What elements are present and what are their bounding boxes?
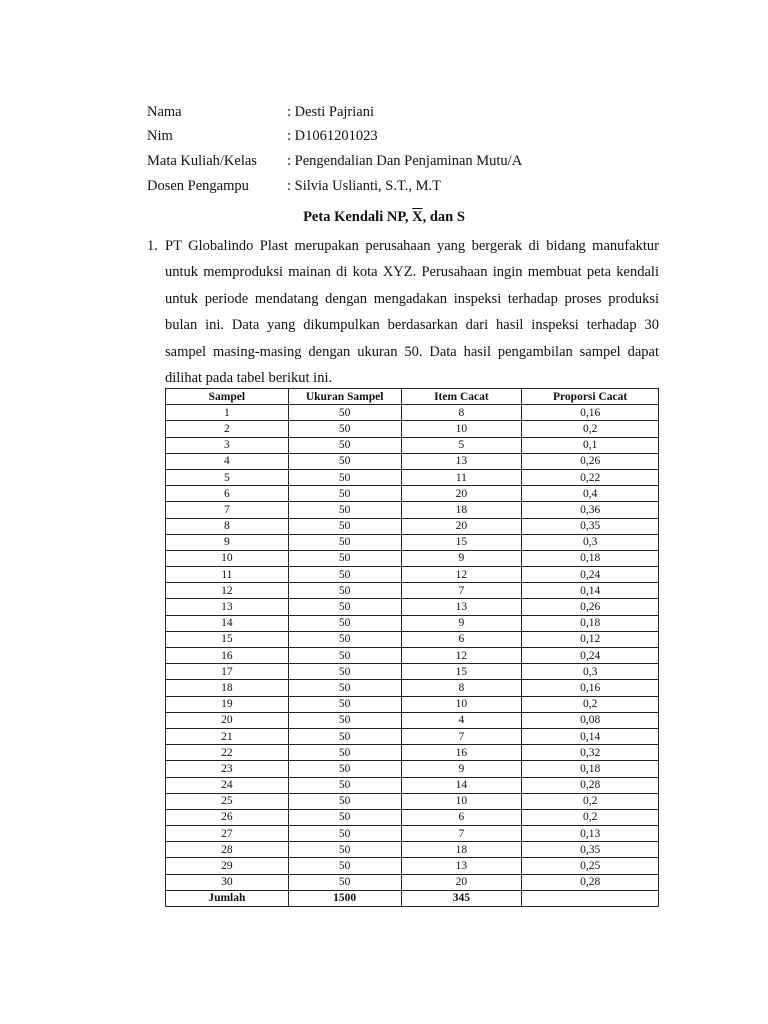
cell-proporsi-cacat: 0,22 (522, 469, 659, 485)
cell-proporsi-cacat: 0,18 (522, 615, 659, 631)
header-ukuran-sampel: Ukuran Sampel (288, 389, 401, 405)
table-row (166, 421, 659, 437)
cell-ukuran-sampel: 50 (288, 745, 401, 761)
cell-item-cacat: 11 (401, 469, 522, 485)
cell-ukuran-sampel: 50 (288, 469, 401, 485)
cell-item-cacat: 20 (401, 874, 522, 890)
cell-item-cacat: 4 (401, 712, 522, 728)
table-row (166, 583, 659, 599)
cell-proporsi-cacat: 0,08 (522, 712, 659, 728)
cell-item-cacat: 18 (401, 842, 522, 858)
cell-ukuran-sampel: 50 (288, 583, 401, 599)
cell-ukuran-sampel: 50 (288, 567, 401, 583)
cell-ukuran-sampel: 50 (288, 664, 401, 680)
cell-item-cacat: 10 (401, 696, 522, 712)
cell-sampel: 12 (166, 583, 289, 599)
cell-item-cacat: 7 (401, 728, 522, 744)
cell-ukuran-sampel: 50 (288, 777, 401, 793)
cell-item-cacat: 15 (401, 664, 522, 680)
header-proporsi-cacat: Proporsi Cacat (522, 389, 659, 405)
cell-ukuran-sampel: 50 (288, 631, 401, 647)
cell-ukuran-sampel: 50 (288, 761, 401, 777)
cell-item-cacat: 20 (401, 518, 522, 534)
cell-item-cacat: 6 (401, 809, 522, 825)
cell-sampel: 9 (166, 534, 289, 550)
cell-sampel: 21 (166, 728, 289, 744)
table-row (166, 809, 659, 825)
cell-item-cacat: 10 (401, 421, 522, 437)
cell-item-cacat: 9 (401, 615, 522, 631)
question-number: 1. (147, 238, 158, 254)
cell-ukuran-sampel: 50 (288, 486, 401, 502)
cell-item-cacat: 12 (401, 567, 522, 583)
cell-proporsi-cacat: 0,18 (522, 761, 659, 777)
cell-proporsi-cacat: 0,12 (522, 631, 659, 647)
header-item-cacat: Item Cacat (401, 389, 522, 405)
cell-proporsi-cacat: 0,25 (522, 858, 659, 874)
table-row (166, 761, 659, 777)
cell-proporsi-cacat: 0,24 (522, 648, 659, 664)
table-row (166, 453, 659, 469)
cell-sampel: 15 (166, 631, 289, 647)
info-label: Dosen Pengampu (147, 177, 249, 194)
cell-proporsi-cacat: 0,26 (522, 453, 659, 469)
cell-sampel: 26 (166, 809, 289, 825)
table-row (166, 502, 659, 518)
cell-sampel: 18 (166, 680, 289, 696)
table-row (166, 777, 659, 793)
cell-proporsi-cacat: 0,2 (522, 421, 659, 437)
cell-ukuran-sampel: 50 (288, 550, 401, 566)
cell-proporsi-cacat: 0,1 (522, 437, 659, 453)
cell-ukuran-sampel: 50 (288, 599, 401, 615)
cell-proporsi-cacat: 0,16 (522, 405, 659, 421)
cell-item-cacat: 8 (401, 405, 522, 421)
info-row-nim (147, 125, 667, 150)
cell-sampel: 6 (166, 486, 289, 502)
table-row (166, 405, 659, 421)
cell-proporsi-cacat: 0,13 (522, 826, 659, 842)
cell-proporsi-cacat: 0,24 (522, 567, 659, 583)
cell-sampel: 30 (166, 874, 289, 890)
cell-ukuran-sampel: 50 (288, 696, 401, 712)
cell-ukuran-sampel: 50 (288, 534, 401, 550)
cell-ukuran-sampel: 50 (288, 421, 401, 437)
info-value: : Pengendalian Dan Penjaminan Mutu/A (287, 152, 523, 169)
table-row (166, 648, 659, 664)
table-row (166, 874, 659, 890)
table-row (166, 793, 659, 809)
table-row (166, 680, 659, 696)
cell-proporsi-cacat: 0,2 (522, 809, 659, 825)
cell-ukuran-sampel: 50 (288, 826, 401, 842)
cell-sampel: 23 (166, 761, 289, 777)
table-row (166, 469, 659, 485)
cell-item-cacat: 13 (401, 599, 522, 615)
cell-sampel: 4 (166, 453, 289, 469)
cell-item-cacat: 14 (401, 777, 522, 793)
table-row (166, 745, 659, 761)
cell-item-cacat: 18 (401, 502, 522, 518)
info-row-name (147, 100, 667, 125)
cell-sampel: 16 (166, 648, 289, 664)
header-sampel: Sampel (166, 389, 289, 405)
defect-table (165, 388, 659, 907)
table-header-row (166, 389, 659, 405)
cell-proporsi-cacat: 0,2 (522, 793, 659, 809)
table-total-row (166, 890, 659, 906)
cell-ukuran-sampel: 50 (288, 648, 401, 664)
total-proporsi (522, 890, 659, 906)
cell-sampel: 19 (166, 696, 289, 712)
cell-ukuran-sampel: 50 (288, 842, 401, 858)
cell-sampel: 28 (166, 842, 289, 858)
cell-ukuran-sampel: 50 (288, 793, 401, 809)
table-row (166, 615, 659, 631)
student-info (147, 100, 667, 198)
cell-item-cacat: 5 (401, 437, 522, 453)
cell-proporsi-cacat: 0,3 (522, 534, 659, 550)
cell-proporsi-cacat: 0,26 (522, 599, 659, 615)
cell-sampel: 13 (166, 599, 289, 615)
cell-proporsi-cacat: 0,18 (522, 550, 659, 566)
page-title (0, 209, 768, 226)
cell-ukuran-sampel: 50 (288, 437, 401, 453)
cell-proporsi-cacat: 0,36 (522, 502, 659, 518)
cell-ukuran-sampel: 50 (288, 712, 401, 728)
cell-proporsi-cacat: 0,28 (522, 777, 659, 793)
table-row (166, 696, 659, 712)
title-suffix: , dan S (422, 209, 465, 225)
table-row (166, 550, 659, 566)
table-row (166, 486, 659, 502)
table-row (166, 437, 659, 453)
table-row (166, 712, 659, 728)
info-value: : D1061201023 (287, 128, 378, 145)
table-row (166, 858, 659, 874)
cell-item-cacat: 16 (401, 745, 522, 761)
cell-sampel: 17 (166, 664, 289, 680)
cell-ukuran-sampel: 50 (288, 405, 401, 421)
cell-item-cacat: 7 (401, 826, 522, 842)
cell-sampel: 2 (166, 421, 289, 437)
cell-item-cacat: 13 (401, 858, 522, 874)
info-row-course (147, 149, 667, 174)
title-prefix: Peta Kendali NP, (303, 209, 413, 225)
cell-item-cacat: 10 (401, 793, 522, 809)
question-paragraph (147, 233, 659, 391)
total-label: Jumlah (166, 890, 289, 906)
cell-proporsi-cacat: 0,35 (522, 518, 659, 534)
table-row (166, 664, 659, 680)
cell-item-cacat: 13 (401, 453, 522, 469)
cell-sampel: 1 (166, 405, 289, 421)
cell-item-cacat: 9 (401, 550, 522, 566)
total-ukuran: 1500 (288, 890, 401, 906)
cell-sampel: 27 (166, 826, 289, 842)
cell-ukuran-sampel: 50 (288, 680, 401, 696)
cell-sampel: 24 (166, 777, 289, 793)
cell-ukuran-sampel: 50 (288, 809, 401, 825)
info-label: Nama (147, 103, 182, 120)
title-xbar: $\overline{X}$ (412, 209, 423, 225)
total-item-cacat: 345 (401, 890, 522, 906)
table-row (166, 842, 659, 858)
table-row (166, 518, 659, 534)
cell-proporsi-cacat: 0,16 (522, 680, 659, 696)
cell-item-cacat: 20 (401, 486, 522, 502)
cell-sampel: 14 (166, 615, 289, 631)
cell-ukuran-sampel: 50 (288, 502, 401, 518)
info-label: Nim (147, 128, 173, 145)
info-label: Mata Kuliah/Kelas (147, 152, 257, 169)
table-row (166, 826, 659, 842)
cell-sampel: 29 (166, 858, 289, 874)
cell-sampel: 10 (166, 550, 289, 566)
cell-proporsi-cacat: 0,14 (522, 583, 659, 599)
cell-item-cacat: 8 (401, 680, 522, 696)
cell-ukuran-sampel: 50 (288, 858, 401, 874)
cell-ukuran-sampel: 50 (288, 874, 401, 890)
cell-sampel: 22 (166, 745, 289, 761)
cell-item-cacat: 6 (401, 631, 522, 647)
cell-item-cacat: 7 (401, 583, 522, 599)
cell-sampel: 25 (166, 793, 289, 809)
table-row (166, 599, 659, 615)
cell-item-cacat: 9 (401, 761, 522, 777)
cell-sampel: 20 (166, 712, 289, 728)
cell-proporsi-cacat: 0,2 (522, 696, 659, 712)
table-body (166, 405, 659, 891)
cell-proporsi-cacat: 0,14 (522, 728, 659, 744)
info-value: : Silvia Uslianti, S.T., M.T (287, 177, 441, 194)
cell-item-cacat: 15 (401, 534, 522, 550)
cell-ukuran-sampel: 50 (288, 518, 401, 534)
question-text: PT Globalindo Plast merupakan perusahaan yang bergerak di bidang manufaktur untuk memproduksi mainan di kota XYZ. Perusahaan ingin membuat peta kendali untuk periode mendatang dengan mengadakan inspeksi terhadap proses produksi bulan ini. Data yang dikumpulkan berdasarkan dari hasil inspeksi terhadap 30 sampel masing-masing dengan ukuran 50. Data hasil pengambilan sampel dapat dilihat pada tabel berikut ini. (165, 238, 659, 387)
cell-sampel: 7 (166, 502, 289, 518)
table-row (166, 567, 659, 583)
cell-ukuran-sampel: 50 (288, 615, 401, 631)
info-row-lecturer (147, 174, 667, 199)
table-row (166, 728, 659, 744)
cell-proporsi-cacat: 0,35 (522, 842, 659, 858)
table-row (166, 631, 659, 647)
cell-ukuran-sampel: 50 (288, 453, 401, 469)
cell-item-cacat: 12 (401, 648, 522, 664)
cell-proporsi-cacat: 0,28 (522, 874, 659, 890)
cell-proporsi-cacat: 0,3 (522, 664, 659, 680)
cell-proporsi-cacat: 0,32 (522, 745, 659, 761)
cell-sampel: 8 (166, 518, 289, 534)
cell-proporsi-cacat: 0,4 (522, 486, 659, 502)
cell-sampel: 11 (166, 567, 289, 583)
cell-ukuran-sampel: 50 (288, 728, 401, 744)
cell-sampel: 5 (166, 469, 289, 485)
info-value: : Desti Pajriani (287, 103, 374, 120)
table-row (166, 534, 659, 550)
cell-sampel: 3 (166, 437, 289, 453)
